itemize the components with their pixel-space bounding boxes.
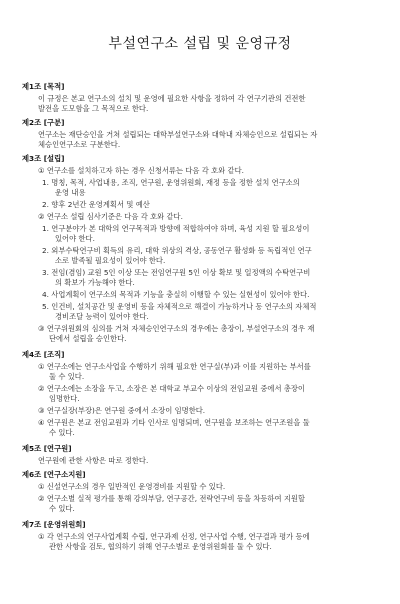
body-line: 1. 연구분야가 본 대학의 연구목적과 방향에 적합하여야 하며, 육성 지원 할 필요성이: [42, 224, 310, 233]
article-heading: 제7조 [운영위원회]: [22, 520, 86, 529]
body-line: 임명한다.: [49, 394, 80, 403]
article-heading: 제2조 [구분]: [22, 118, 65, 127]
body-line: 2. 외부수탁연구비 획득의 유리, 대학 위상의 격상, 공동연구 활성화 등 독립적인 연구: [42, 246, 312, 255]
body-line: ① 연구소를 설치하고자 하는 경우 신청서류는 다음 각 호와 같다.: [38, 166, 244, 175]
article-heading: 제5조 [연구원]: [22, 444, 72, 453]
article-heading: 제3조 [설립]: [22, 154, 65, 163]
body-line: ④ 연구원은 본교 전임교원과 기타 인사로 임명되며, 연구원을 보조하는 연구조원을 둘: [38, 418, 310, 427]
body-line: 수 있다.: [49, 504, 75, 513]
body-line: ③ 연구실장(부장)은 연구원 중에서 소장이 임명한다.: [38, 406, 206, 415]
body-line: 5. 인건비, 설치공간 및 운영비 등을 자체적으로 해결이 가능하거나 동 연구소의 자체적: [42, 302, 317, 311]
body-line: 의 확보가 가능해야 한다.: [55, 278, 135, 287]
body-line: 있어야 한다.: [55, 234, 95, 243]
body-line: 3. 전임(겸임) 교원 5인 이상 또는 전임연구원 5인 이상 확보 및 일정액의 수탁연구비: [42, 268, 311, 277]
body-line: 소로 발족될 필요성이 있어야 한다.: [55, 256, 166, 265]
body-line: ③ 연구위원회의 심의를 거쳐 자체승인연구소의 경우에는 총장이, 부설연구소의 경우 재: [38, 324, 315, 333]
body-line: 4. 사업계획이 연구소의 목적과 기능을 충실히 이행할 수 있는 실현성이 있어야 한다.: [42, 290, 310, 299]
body-line: 관한 사항을 검토, 협의하기 위해 연구소별로 운영위원회를 둘 수 있다.: [49, 542, 272, 551]
body-line: 2. 향후 2년간 운영계획서 및 예산: [42, 200, 150, 209]
body-line: 이 규정은 본교 연구소의 설치 및 운영에 필요한 사항을 정하여 각 연구기관의 건전한: [38, 94, 306, 103]
body-line: 수 있다.: [49, 428, 75, 437]
body-line: 단에서 설립을 승인한다.: [49, 334, 127, 343]
body-line: ① 연구소에는 연구소사업을 수행하기 위해 필요한 연구실(부)과 이를 지원하는 부서를: [38, 362, 311, 371]
body-line: 1. 명칭, 목적, 사업내용, 조직, 연구원, 운영위원회, 재정 등을 정한 설치 연구소의: [42, 178, 300, 187]
article-heading: 제1조 [목적]: [22, 82, 65, 91]
body-line: 연구원에 관한 사항은 따로 정한다.: [38, 456, 149, 465]
body-line: ① 각 연구소의 연구사업계획 수립, 연구과제 선정, 연구사업 수행, 연구결과 평가 등에: [38, 532, 310, 541]
body-line: 체승인연구소로 구분한다.: [38, 140, 121, 149]
body-line: ② 연구소 설립 심사기준은 다음 각 호와 같다.: [38, 212, 183, 221]
body-line: ① 신설연구소의 경우 일반적인 운영경비를 지원할 수 있다.: [38, 482, 226, 491]
body-line: 발전을 도모함을 그 목적으로 한다.: [38, 104, 149, 113]
article-heading: 제4조 [조직]: [22, 350, 65, 359]
body-line: ② 연구소에는 소장을 두고, 소장은 본 대학교 부교수 이상의 전임교원 중에서 총장이: [38, 384, 305, 393]
body-line: 연구소는 재단승인을 거쳐 설립되는 대학부설연구소와 대학내 자체승인으로 설립되는 자: [38, 130, 318, 139]
body-line: ② 연구소별 실적 평가를 통해 강의부담, 연구공간, 전략연구비 등을 차등하여 지원할: [38, 494, 305, 503]
body-line: 경비조달 능력이 있어야 한다.: [55, 312, 149, 321]
body-line: 둘 수 있다.: [49, 372, 85, 381]
article-heading: 제6조 [연구소지원]: [22, 470, 86, 479]
document-title: 부설연구소 설립 및 운영규정: [108, 36, 292, 52]
body-line: 운영 내용: [55, 188, 86, 197]
